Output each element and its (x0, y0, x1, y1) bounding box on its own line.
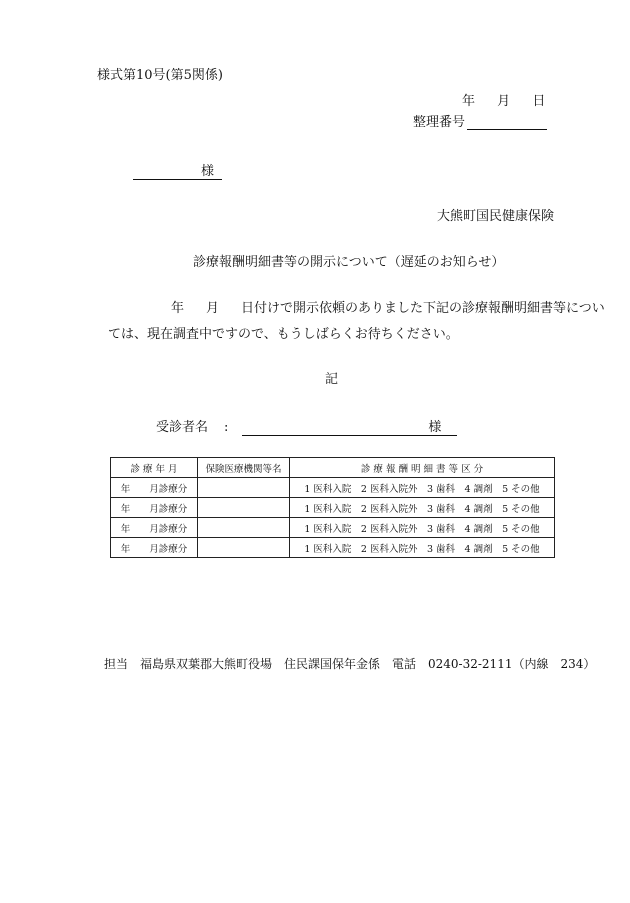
row-category: 1 医科入院 2 医科入院外 3 歯科 4 調剤 5 その他 (290, 498, 555, 518)
addressee-honorific: 様 (201, 160, 222, 180)
patient-colon: : (224, 420, 229, 435)
patient-name-line (156, 416, 457, 436)
table-header-row (111, 458, 555, 478)
addressee-blank-line (133, 165, 201, 180)
body-line-1 (171, 297, 605, 316)
header-institution: 保険医療機関等名 (198, 458, 290, 478)
date-day: 日 (532, 94, 546, 109)
patient-honorific: 様 (428, 416, 457, 436)
row-category: 1 医科入院 2 医科入院外 3 歯科 4 調剤 5 その他 (290, 538, 555, 558)
body-year: 年 (171, 301, 185, 316)
addressee-line (133, 160, 222, 180)
row-month: 年 月診療分 (111, 538, 198, 558)
date-year: 年 (462, 94, 476, 109)
row-institution (198, 498, 290, 518)
contact-footer: 担当 福島県双葉郡大熊町役場 住民課国保年金係 電話 0240-32-2111（内線 234） (104, 657, 596, 671)
table-row (111, 518, 555, 538)
body-line-1-text: 日付けで開示依頼のありました下記の診療報酬明細書等につい (241, 301, 605, 316)
claims-table (110, 457, 555, 558)
date-month: 月 (497, 94, 511, 109)
row-month: 年 月診療分 (111, 498, 198, 518)
table-row (111, 538, 555, 558)
patient-label: 受診者名 (156, 420, 209, 435)
row-institution (198, 538, 290, 558)
header-statement-category: 診 療 報 酬 明 細 書 等 区 分 (290, 458, 555, 478)
row-month: 年 月診療分 (111, 478, 198, 498)
row-institution (198, 478, 290, 498)
reference-number (413, 111, 547, 130)
row-category: 1 医科入院 2 医科入院外 3 歯科 4 調剤 5 その他 (290, 518, 555, 538)
row-category: 1 医科入院 2 医科入院外 3 歯科 4 調剤 5 その他 (290, 478, 555, 498)
table-row (111, 478, 555, 498)
table-row (111, 498, 555, 518)
document-subject: 診療報酬明細書等の開示について（遅延のお知らせ） (193, 255, 505, 270)
date-line (462, 90, 545, 109)
body-month: 月 (206, 301, 220, 316)
row-institution (198, 518, 290, 538)
row-month: 年 月診療分 (111, 518, 198, 538)
reference-blank-line (467, 116, 547, 130)
patient-blank-line (242, 421, 428, 436)
issuer-name: 大熊町国民健康保険 (437, 209, 555, 224)
header-consultation-month: 診 療 年 月 (111, 458, 198, 478)
form-number: 様式第10号(第5関係) (97, 68, 223, 83)
ki-heading: 記 (325, 372, 339, 387)
reference-label: 整理番号 (413, 115, 466, 130)
body-line-2: ては、現在調査中ですので、もうしばらくお待ちください。 (108, 327, 459, 342)
